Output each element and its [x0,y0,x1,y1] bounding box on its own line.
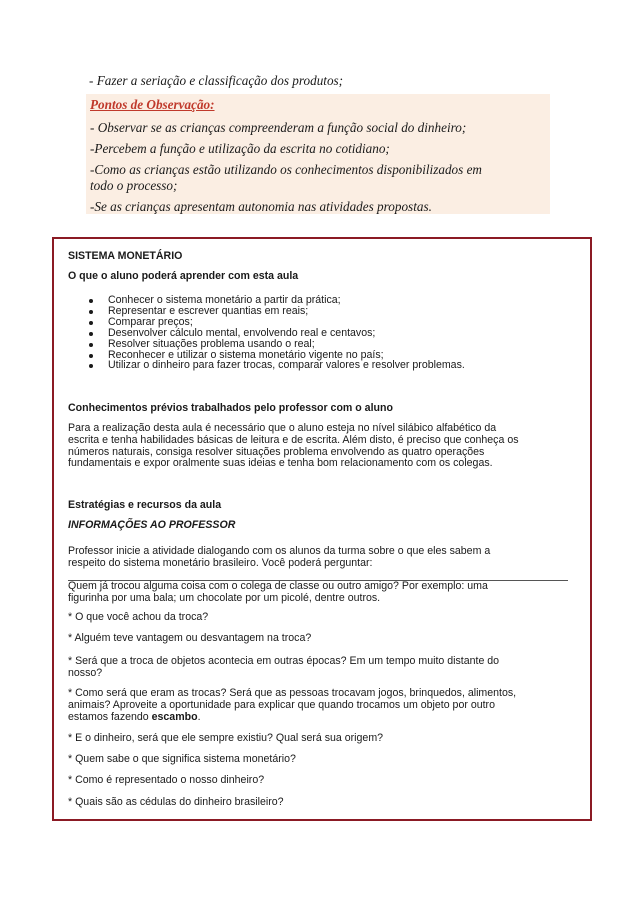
question-item: * Quais são as cédulas do dinheiro brasileiro? [68,796,284,808]
list-item: Reconhecer e utilizar o sistema monetário vigente no país; [86,350,465,361]
lesson-plan-frame [52,237,592,821]
question-item: * Alguém teve vantagem ou desvantagem na troca? [68,632,312,644]
paragraph-line: * Será que a troca de objetos acontecia em outras épocas? Em um tempo muito distante do [68,655,500,667]
question-item [68,688,516,723]
paragraph-line: números naturais, consiga resolver situações problema envolvendo as quatro operações [68,445,485,458]
learn-list [86,295,465,371]
question-exchange [68,580,568,605]
list-item: Representar e escrever quantias em reais; [86,306,465,317]
prior-knowledge-heading: Conhecimentos prévios trabalhados pelo professor com o aluno [68,402,393,414]
observation-item: -Como as crianças estão utilizando os conhecimentos disponibilizados em [90,162,482,177]
observation-item: todo o processo; [90,178,178,193]
section-title: SISTEMA MONETÁRIO [68,250,183,262]
paragraph-line: respeito do sistema monetário brasileiro. Você poderá perguntar: [68,556,373,569]
paragraph-line: Para a realização desta aula é necessário que o aluno esteja no nível silábico alfabético da [68,422,497,434]
list-item: Resolver situações problema usando o real; [86,339,465,350]
observation-item: - Observar se as crianças compreenderam a função social do dinheiro; [90,120,467,135]
prior-knowledge-paragraph [68,423,519,470]
paragraph-line: fundamentais e expor oralmente suas ideias e tenha bom relacionamento com os colegas. [68,457,493,470]
observation-item: -Se as crianças apresentam autonomia nas atividades propostas. [90,199,432,214]
question-item: * Como é representado o nosso dinheiro? [68,774,265,786]
learn-heading: O que o aluno poderá aprender com esta aula [68,270,299,282]
observation-title: Pontos de Observação: [90,97,215,112]
bold-term: escambo [151,710,198,723]
line-text: . [197,710,201,723]
list-item: Comparar preços; [86,317,465,328]
paragraph-line: escrita e tenha habilidades básicas de leitura e de escrita. Além disto, é preciso que conheça os [68,433,519,446]
paragraph-line: nosso? [68,666,103,679]
list-item: Desenvolver cálculo mental, envolvendo real e centavos; [86,328,465,339]
question-item: * Quem sabe o que significa sistema monetário? [68,753,296,765]
teacher-info-heading: INFORMAÇÕES AO PROFESSOR [68,519,236,531]
paragraph-line: figurinha por uma bala; um chocolate por um picolé, dentre outros. [68,591,381,604]
paragraph-line [68,712,516,724]
question-item: * O que você achou da troca? [68,611,209,623]
paragraph-line: animais? Aproveite a oportunidade para explicar que quando trocamos um objeto por outro [68,698,495,711]
question-item [68,656,499,680]
paragraph-line: Professor inicie a atividade dialogando com os alunos da turma sobre o que eles sabem a [68,545,491,557]
list-item: Utilizar o dinheiro para fazer trocas, comparar valores e resolver problemas. [86,360,465,371]
paragraph-line: * Como será que eram as trocas? Será que as pessoas trocavam jogos, brinquedos, alimentos, [68,687,517,699]
intro-paragraph [68,546,490,570]
strategies-heading: Estratégias e recursos da aula [68,499,222,511]
observation-box [86,94,550,214]
observation-item: -Percebem a função e utilização da escrita no cotidiano; [90,141,390,156]
question-item: * E o dinheiro, será que ele sempre existiu? Qual será sua origem? [68,732,384,744]
paragraph-line: Quem já trocou alguma coisa com o colega de classe ou outro amigo? Por exemplo: uma [68,580,488,592]
line-text: estamos fazendo [68,710,152,723]
top-line-text: - Fazer a seriação e classificação dos produtos; [89,73,344,88]
list-item: Conhecer o sistema monetário a partir da prática; [86,295,465,306]
